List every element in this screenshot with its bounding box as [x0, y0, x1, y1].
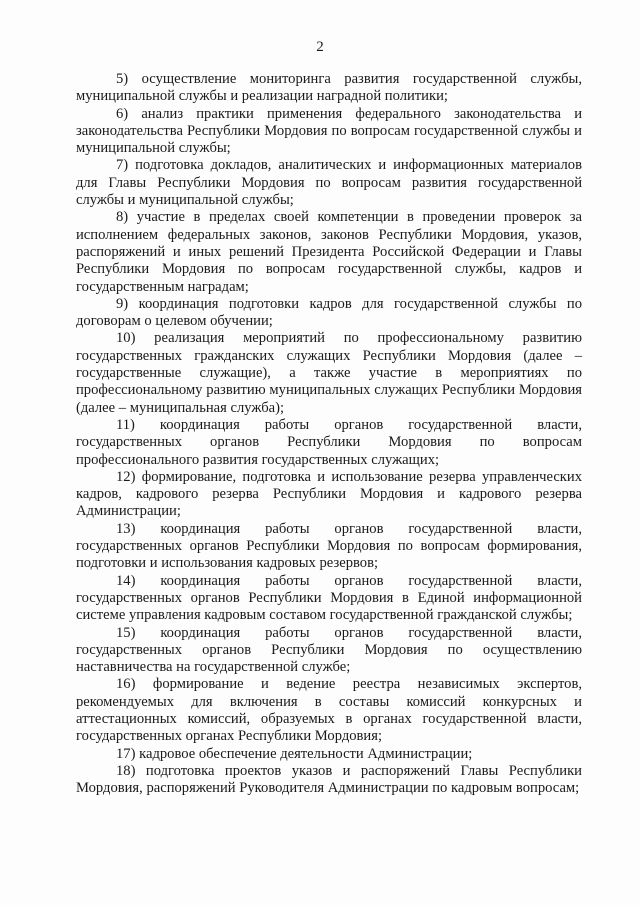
document-body — [76, 71, 582, 797]
list-item-15: 15) координация работы органов государственной власти, государственных органов Республики Мордовия по осуществлению наставничества на государственной службе; — [76, 624, 582, 676]
page-number: 2 — [316, 39, 324, 55]
list-item-14: 14) координация работы органов государственной власти, государственных органов Республики Мордовия в Единой информационной системе управления кадровым составом государственной гражданской службы; — [76, 572, 582, 624]
list-item-10: 10) реализация мероприятий по профессиональному развитию государственных гражданских служащих Республики Мордовия (далее – государственные служащие), а также участие в мероприятиях по профессиональному развитию муниципальных служащих Республики Мордовия (далее – муниципальная служба); — [76, 330, 582, 416]
list-item-12: 12) формирование, подготовка и использование резерва управленческих кадров, кадрового резерва Республики Мордовия и кадрового резерва Администрации; — [76, 468, 582, 520]
list-item-5: 5) осуществление мониторинга развития государственной службы, муниципальной службы и реализации наградной политики; — [76, 71, 582, 105]
list-item-13: 13) координация работы органов государственной власти, государственных органов Республики Мордовия по вопросам формирования, подготовки и использования кадровых резервов; — [76, 520, 582, 572]
list-item-8: 8) участие в пределах своей компетенции в проведении проверок за исполнением федеральных законов, законов Республики Мордовия, указов, распоряжений и иных решений Президента Российской Федерации и Главы Республики Мордовия по вопросам государственной службы, кадров и государственным наградам; — [76, 209, 582, 295]
list-item-11: 11) координация работы органов государственной власти, государственных органов Республики Мордовия по вопросам профессионального развития государственных служащих; — [76, 416, 582, 468]
list-item-16: 16) формирование и ведение реестра независимых экспертов, рекомендуемых для включения в составы комиссий конкурсных и аттестационных комиссий, образуемых в органах государственной власти, государственных органах Республики Мордовия; — [76, 676, 582, 745]
list-item-9: 9) координация подготовки кадров для государственной службы по договорам о целевом обучении; — [76, 295, 582, 330]
list-item-7: 7) подготовка докладов, аналитических и информационных материалов для Главы Республики Мордовия по вопросам развития государственной службы и муниципальной службы; — [76, 157, 582, 209]
list-item-17: 17) кадровое обеспечение деятельности Администрации; — [116, 745, 473, 762]
list-item-6: 6) анализ практики применения федерального законодательства и законодательства Республики Мордовия по вопросам государственной службы и муниципальной службы; — [76, 105, 582, 157]
list-item-18: 18) подготовка проектов указов и распоряжений Главы Республики Мордовия, распоряжений Руководителя Администрации по кадровым вопросам; — [76, 762, 582, 797]
